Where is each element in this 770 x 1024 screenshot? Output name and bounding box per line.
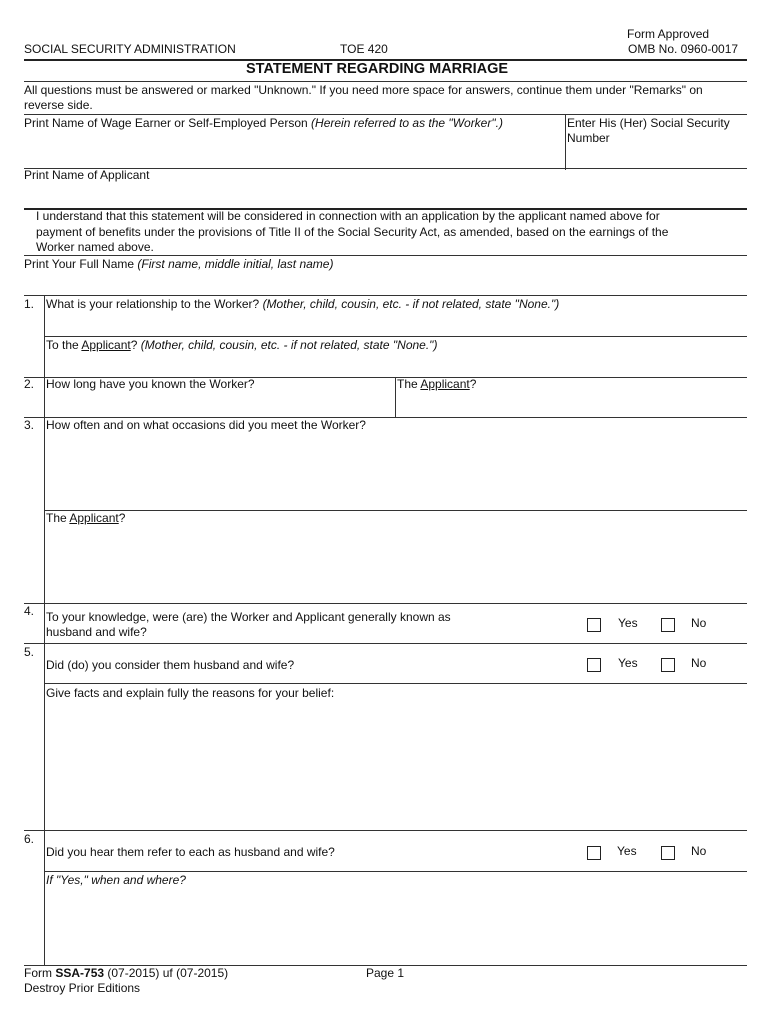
q6-yes-label: Yes bbox=[617, 844, 637, 858]
q2-divider bbox=[395, 377, 396, 417]
toe-code: TOE 420 bbox=[340, 42, 388, 56]
worker-name-field[interactable] bbox=[26, 140, 560, 164]
understand-rule bbox=[24, 255, 747, 256]
q2-applicant-label bbox=[397, 377, 476, 391]
page-number: Page 1 bbox=[366, 966, 405, 980]
full-name-label bbox=[24, 257, 333, 271]
q4-line1: To your knowledge, were (are) the Worker and Applicant generally known as bbox=[46, 610, 451, 624]
form-title: STATEMENT REGARDING MARRIAGE bbox=[246, 61, 509, 77]
q6-yes-checkbox[interactable] bbox=[587, 846, 601, 860]
q5-yes-label: Yes bbox=[618, 656, 638, 670]
q1-applicant-label bbox=[46, 338, 437, 352]
q4-yes-checkbox[interactable] bbox=[587, 618, 601, 632]
q3-applicant-word: Applicant bbox=[69, 511, 119, 525]
q3-applicant-qmark: ? bbox=[118, 511, 126, 525]
applicant-name-field[interactable] bbox=[26, 184, 746, 206]
q4-number: 4. bbox=[24, 604, 35, 618]
full-name-label-text: Print Your Full Name bbox=[24, 257, 135, 271]
q3-worker-field[interactable] bbox=[48, 436, 746, 506]
q2-number: 2. bbox=[24, 377, 35, 391]
q3-rule bbox=[44, 510, 747, 511]
q1-hint: (Mother, child, cousin, etc. - if not related, state "None.") bbox=[262, 297, 560, 311]
q5-number: 5. bbox=[24, 645, 35, 659]
q5-text: Did (do) you consider them husband and wife? bbox=[46, 658, 295, 672]
q3-applicant-label bbox=[46, 511, 125, 525]
q1-applicant-field[interactable] bbox=[48, 354, 746, 374]
q6-number: 6. bbox=[24, 832, 35, 846]
full-name-field[interactable] bbox=[26, 273, 746, 293]
q2-worker-field[interactable] bbox=[48, 394, 396, 414]
q4-yes-label: Yes bbox=[618, 616, 638, 630]
q6-no-checkbox[interactable] bbox=[661, 846, 675, 860]
question-column-rule bbox=[44, 295, 45, 965]
q6-rule bbox=[44, 871, 747, 872]
q6-if-yes-label: If "Yes," when and where? bbox=[46, 873, 186, 887]
q5-facts-label: Give facts and explain fully the reasons for your belief: bbox=[46, 686, 335, 700]
instructions-line1: All questions must be answered or marked "Unknown." If you need more space for answers, continue them under "Remarks" on bbox=[24, 83, 703, 97]
ssn-label-2: Number bbox=[567, 131, 610, 145]
q1-applicant-word: Applicant bbox=[81, 338, 131, 352]
q3-applicant-rule bbox=[24, 603, 747, 604]
q2-text: How long have you known the Worker? bbox=[46, 377, 255, 391]
q4-rule bbox=[24, 643, 747, 644]
q2-the: The bbox=[397, 377, 418, 391]
full-name-rule bbox=[24, 295, 747, 296]
q1-hint2: (Mother, child, cousin, etc. - if not related, state "None.") bbox=[140, 338, 438, 352]
form-version: (07-2015) uf (07-2015) bbox=[107, 966, 229, 980]
q3-the: The bbox=[46, 511, 67, 525]
q1-number: 1. bbox=[24, 297, 35, 311]
instructions-line2: reverse side. bbox=[24, 98, 93, 112]
q2-applicant-field[interactable] bbox=[398, 394, 746, 414]
ssn-label-1: Enter His (Her) Social Security bbox=[567, 116, 730, 130]
q3-text: How often and on what occasions did you meet the Worker? bbox=[46, 418, 366, 432]
ssn-divider bbox=[565, 114, 566, 170]
q5-no-label: No bbox=[691, 656, 707, 670]
q4-no-checkbox[interactable] bbox=[661, 618, 675, 632]
instructions-rule bbox=[24, 114, 747, 115]
q1-label bbox=[46, 297, 559, 311]
full-name-label-hint: (First name, middle initial, last name) bbox=[137, 257, 334, 271]
worker-name-label bbox=[24, 116, 503, 130]
form-approved: Form Approved bbox=[627, 27, 710, 41]
worker-name-label-hint: (Herein referred to as the "Worker".) bbox=[311, 116, 503, 130]
q1-applicant-qmark: ? bbox=[130, 338, 138, 352]
understand-line2: payment of benefits under the provisions of Title II of the Social Security Act, as amended, based on the earnings of the bbox=[36, 225, 669, 239]
q6-if-yes-field[interactable] bbox=[48, 891, 746, 959]
q5-yes-checkbox[interactable] bbox=[587, 658, 601, 672]
q2-applicant-word: Applicant bbox=[420, 377, 470, 391]
q5-no-checkbox[interactable] bbox=[661, 658, 675, 672]
understand-line3: Worker named above. bbox=[36, 240, 154, 254]
q3-applicant-field[interactable] bbox=[48, 529, 746, 599]
q4-line2: husband and wife? bbox=[46, 625, 147, 639]
omb-number: OMB No. 0960-0017 bbox=[628, 42, 739, 56]
understand-line1: I understand that this statement will be considered in connection with an application by the applicant named above for bbox=[36, 209, 660, 223]
q2-applicant-qmark: ? bbox=[469, 377, 477, 391]
q1-text: What is your relationship to the Worker? bbox=[46, 297, 260, 311]
form-number: SSA-753 bbox=[55, 966, 105, 980]
q5-rule bbox=[44, 683, 747, 684]
q1-rule bbox=[44, 336, 747, 337]
q4-no-label: No bbox=[691, 616, 707, 630]
worker-name-label-text: Print Name of Wage Earner or Self-Employed Person bbox=[24, 116, 308, 130]
worker-ssn-field[interactable] bbox=[568, 148, 748, 168]
applicant-name-label: Print Name of Applicant bbox=[24, 168, 150, 182]
q6-no-label: No bbox=[691, 844, 707, 858]
q5-facts-field[interactable] bbox=[48, 704, 746, 824]
form-word: Form bbox=[24, 966, 52, 980]
destroy-note: Destroy Prior Editions bbox=[24, 981, 141, 995]
q1-worker-field[interactable] bbox=[48, 313, 746, 333]
q6-text: Did you hear them refer to each as husband and wife? bbox=[46, 845, 335, 859]
q3-number: 3. bbox=[24, 418, 35, 432]
title-rule bbox=[24, 81, 747, 82]
agency-name: SOCIAL SECURITY ADMINISTRATION bbox=[24, 42, 236, 56]
q1-to-the: To the bbox=[46, 338, 79, 352]
q5-facts-rule bbox=[24, 830, 747, 831]
form-id bbox=[24, 966, 228, 980]
